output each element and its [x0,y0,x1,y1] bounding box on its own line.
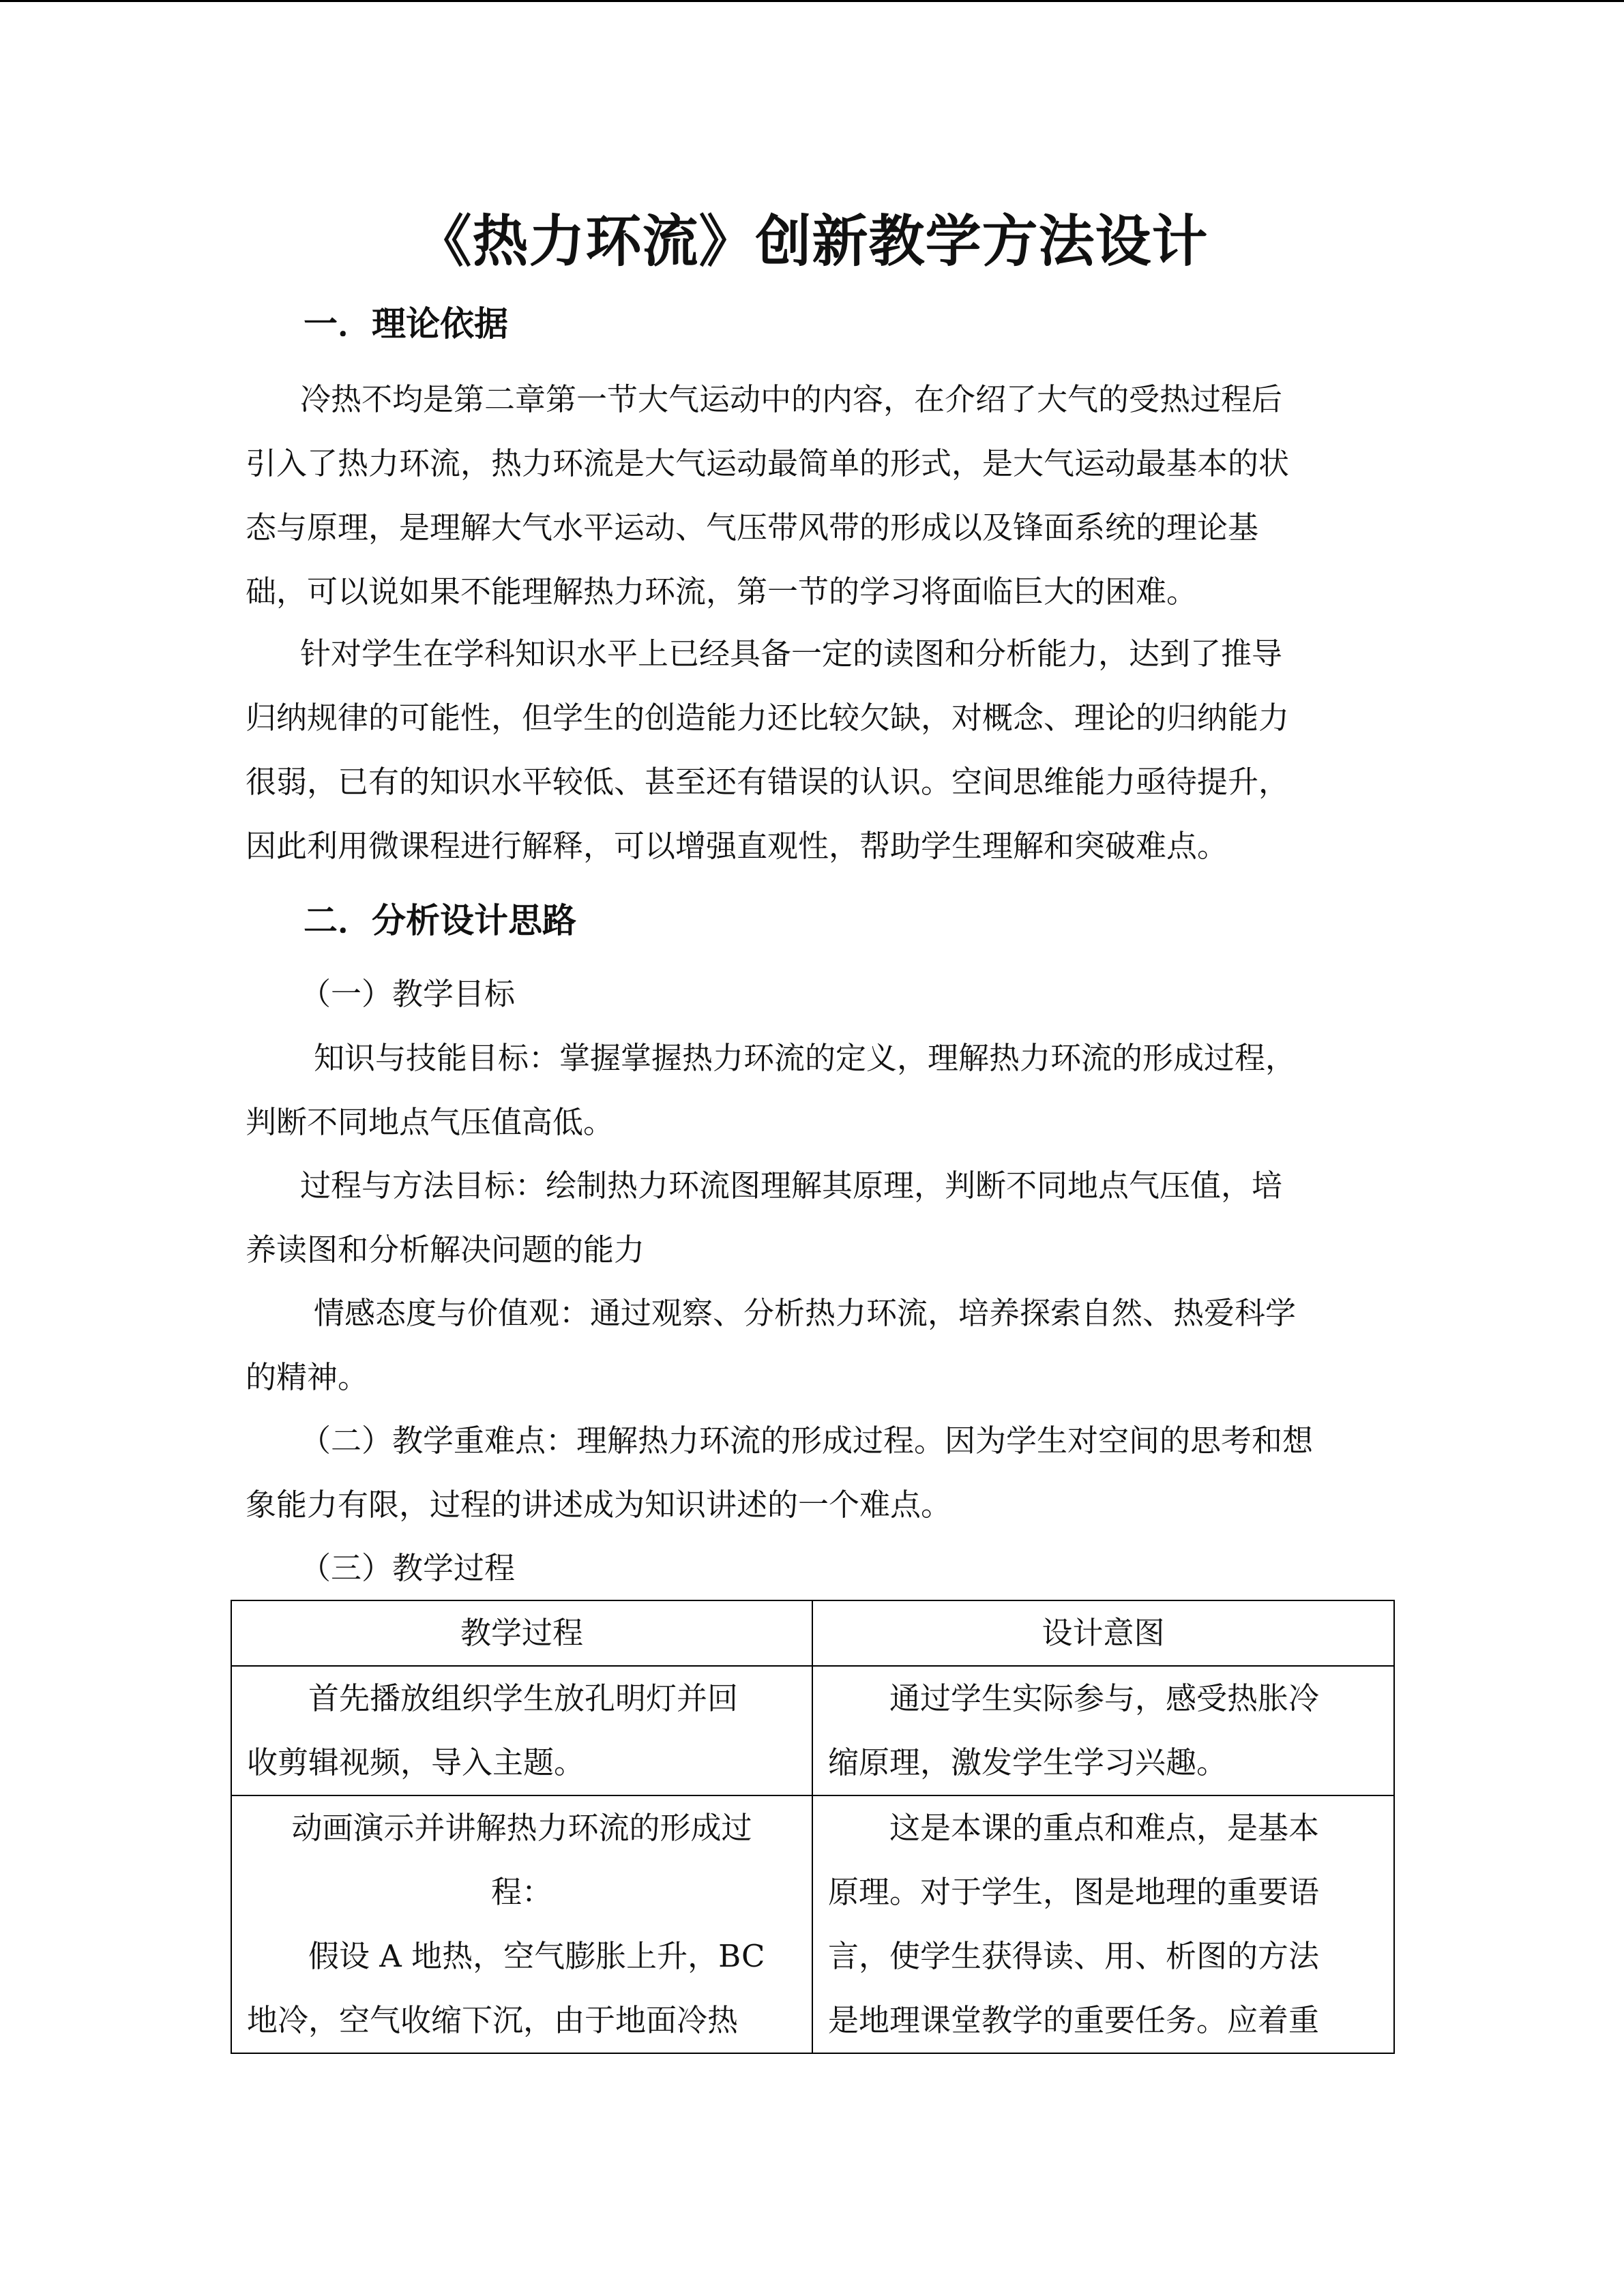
table-cell-process [231,1666,812,1795]
cell-text-line: 这是本课的重点和难点，是基本 [889,1810,1320,1846]
text-line: 础，可以说如果不能理解热力环流，第一节的学习将面临巨大的困难。 [246,573,1198,610]
text-line: 情感态度与价值观：通过观察、分析热力环流，培养探索自然、热爱科学 [314,1295,1297,1331]
teaching-process-table [231,1600,1395,2054]
text-line: 归纳规律的可能性，但学生的创造能力还比较欠缺，对概念、理论的归纳能力 [246,700,1290,736]
subheading-goals: （一）教学目标 [300,976,516,1012]
cell-text-line: 收剪辑视频，导入主题。 [247,1744,585,1780]
cell-text-line: 程： [490,1874,552,1910]
text-line: 象能力有限，过程的讲述成为知识讲述的一个难点。 [246,1487,952,1523]
cell-text-line: 首先播放组织学生放孔明灯并回 [308,1680,739,1716]
cell-text-line: 原理。对于学生，图是地理的重要语 [828,1874,1320,1910]
paragraph-goal-knowledge [246,1026,1378,1154]
table-cell-intent [812,1795,1394,2053]
text-line: 养读图和分析解决问题的能力 [246,1232,645,1268]
cell-text-line: 缩原理，激发学生学习兴趣。 [828,1744,1228,1780]
text-line: 知识与技能目标：掌握掌握热力环流的定义，理解热力环流的形成过程， [314,1040,1297,1076]
text-line: （二）教学重难点：理解热力环流的形成过程。因为学生对空间的思考和想 [300,1422,1314,1459]
text-line: 针对学生在学科知识水平上已经具备一定的读图和分析能力，达到了推导 [300,636,1283,672]
paragraph-theory-2 [246,622,1378,878]
text-line: 引入了热力环流，热力环流是大气运动最简单的形式，是大气运动最基本的状 [246,445,1290,481]
table-row [231,1795,1394,2053]
text-line: 的精神。 [246,1359,369,1395]
paragraph-goal-emotion [246,1281,1378,1410]
cell-text-line: 动画演示并讲解热力环流的形成过 [291,1810,752,1846]
document-title: 《热力环流》创新教学方法设计 [415,209,1209,274]
cell-text-line: 地冷，空气收缩下沉，由于地面冷热 [247,2002,739,2038]
text-line: 判断不同地点气压值高低。 [246,1104,615,1140]
paragraph-goal-process [246,1154,1378,1282]
table-header-row [231,1600,1394,1666]
text-line: 因此利用微课程进行解释，可以增强直观性，帮助学生理解和突破难点。 [246,828,1228,864]
table-header-process: 教学过程 [231,1600,812,1666]
cell-text-line: 通过学生实际参与，感受热胀冷 [889,1680,1320,1716]
section-heading-theory: 一．理论依据 [304,304,508,344]
cell-text-line: 言，使学生获得读、用、析图的方法 [828,1938,1320,1974]
cell-text-line: 是地理课堂教学的重要任务。应着重 [828,2002,1320,2038]
subheading-process: （三）教学过程 [300,1550,516,1586]
section-heading-design: 二．分析设计思路 [304,901,576,940]
text-line: 很弱，已有的知识水平较低、甚至还有错误的认识。空间思维能力亟待提升， [246,764,1290,800]
text-line: 态与原理，是理解大气水平运动、气压带风带的形成以及锋面系统的理论基 [246,509,1259,546]
paragraph-theory-1 [246,368,1378,624]
table-header-intent: 设计意图 [812,1600,1394,1666]
paragraph-key-points [246,1409,1378,1537]
cell-text-line: 假设 A 地热，空气膨胀上升，BC [308,1938,765,1974]
table-cell-intent [812,1666,1394,1795]
text-line: 冷热不均是第二章第一节大气运动中的内容，在介绍了大气的受热过程后 [300,381,1283,417]
text-line: 过程与方法目标：绘制热力环流图理解其原理，判断不同地点气压值，培 [300,1167,1283,1204]
table-row [231,1666,1394,1795]
table-cell-process [231,1795,812,2053]
page-top-border [0,0,1624,2]
